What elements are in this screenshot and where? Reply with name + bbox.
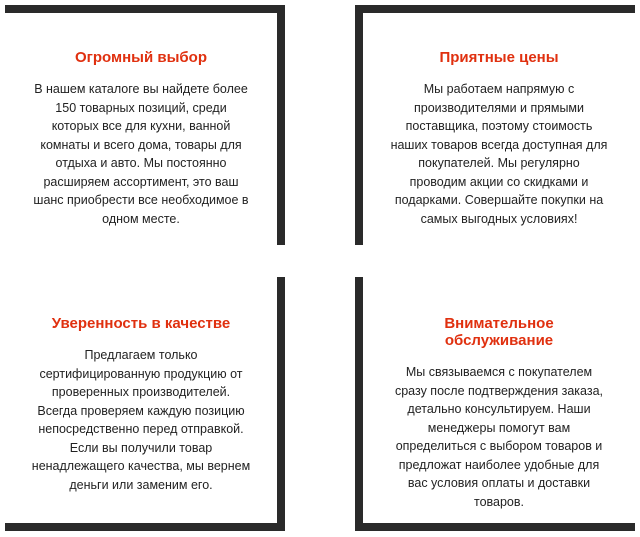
feature-card-content [363,315,635,511]
feature-card-nice-prices [355,5,635,245]
feature-card-content [363,49,635,228]
feature-description: В нашем каталоге вы найдете более 150 товарных позиций, среди которых все для кухни, ванной комнаты и всего дома, товары для отдыха и авто. Мы постоянно расширяем ассортимент, это ваш шанс приобрести все необходимое в одном месте. [33,82,249,226]
feature-title: Уверенность в качестве [51,315,231,332]
feature-card-quality [5,277,285,531]
feature-description: Мы работаем напрямую с производителями и прямыми поставщика, поэтому стоимость наших товаров всегда доступная для покупателей. Мы регулярно проводим акции со скидками и подарками. Совершайте покупки на самых выгодных условиях! [390,82,608,226]
feature-title: Огромный выбор [74,49,208,66]
feature-title: Приятные цены [439,49,559,66]
feature-card-wide-selection [5,5,285,245]
feature-card-content [5,49,277,228]
feature-card-content [5,315,277,494]
feature-description: Мы связываемся с покупателем сразу после подтверждения заказа, детально консультируем. Наши менеджеры помогут вам определиться с выбором товаров и предложат наиболее удобные для вас условия оплаты и доставки товаров. [394,365,603,509]
feature-title: Внимательное обслуживание [444,315,554,349]
feature-description: Предлагаем только сертифицированную продукцию от проверенных производителей. Всегда проверяем каждую позицию непосредственно перед отправкой. Если вы получили товар ненадлежащего качества, мы вернем деньги или заменим его. [31,348,251,492]
feature-card-service [355,277,635,531]
